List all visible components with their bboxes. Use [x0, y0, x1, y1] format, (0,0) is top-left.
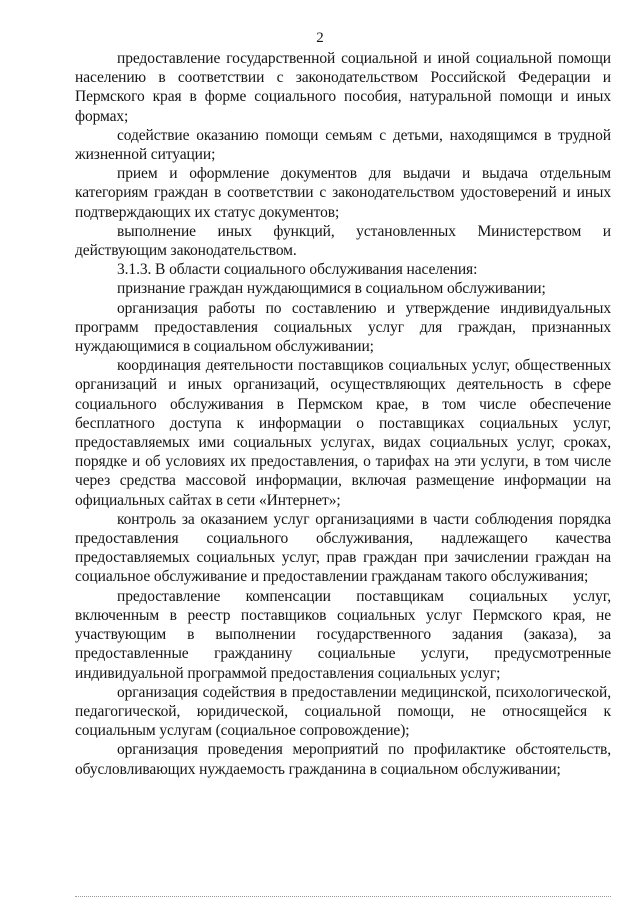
document-body — [75, 49, 611, 779]
paragraph-families-with-children: содействие оказанию помощи семьям с детьми, находящимся в трудной жизненной ситуации; — [75, 126, 611, 164]
paragraph-individual-programs: организация работы по составлению и утверждение индивидуальных программ предоставления социальных услуг для граждан, признанных нуждающимися в социальном обслуживании; — [75, 299, 611, 356]
paragraph-other-functions: выполнение иных функций, установленных Министерством и действующим законодательством. — [75, 222, 611, 260]
paragraph-recognition-of-need: признание граждан нуждающимися в социальном обслуживании; — [117, 280, 546, 298]
page-number: 2 — [316, 30, 324, 46]
section-heading-3-1-3: 3.1.3. В области социального обслуживания населения: — [117, 261, 478, 279]
paragraph-social-support: организация содействия в предоставлении медицинской, психологической, педагогической, юридической, социальной помощи, не относящейся к социальным услугам (социальное сопровождение); — [75, 683, 611, 740]
paragraph-compensation: предоставление компенсации поставщикам социальных услуг, включенным в реестр поставщиков социальных услуг Пермского края, не участвующим в выполнении государственного задания (заказа), за предоставленные гражданину социальные услуги, предусмотренные индивидуальной программой предоставления социальных услуг; — [75, 587, 611, 682]
page-bottom-divider — [75, 896, 611, 897]
paragraph-control: контроль за оказанием услуг организациями в части соблюдения порядка предоставления социального обслуживания, надлежащего качества предоставляемых социальных услуг, прав граждан при зачислении граждан на социальное обслуживание и предоставлении гражданам такого обслуживания; — [75, 510, 611, 586]
paragraph-social-assistance: предоставление государственной социальной и иной социальной помощи населению в соответствии с законодательством Российской Федерации и Пермского края в форме социального пособия, натуральной помощи и иных формах; — [75, 50, 611, 125]
paragraph-coordination: координация деятельности поставщиков социальных услуг, общественных организаций и иных организаций, осуществляющих деятельность в сфере социального обслуживания в Пермском крае, в том числе обеспечение бесплатного доступа к информации о поставщиках социальных услуг, предоставляемых ими социальных услугах, видах социальных услуг, сроках, порядке и об условиях их предоставления, о тарифах на эти услуги, в том числе через средства массовой информации, включая размещение информации на официальных сайтах в сети «Интернет»; — [75, 357, 611, 509]
paragraph-issuing-documents: прием и оформление документов для выдачи и выдача отдельным категориям граждан в соответствии с законодательством удостоверений и иных подтверждающих их статус документов; — [75, 165, 611, 221]
paragraph-prevention: организация проведения мероприятий по профилактике обстоятельств, обусловливающих нуждаемость гражданина в социальном обслуживании; — [75, 741, 611, 778]
